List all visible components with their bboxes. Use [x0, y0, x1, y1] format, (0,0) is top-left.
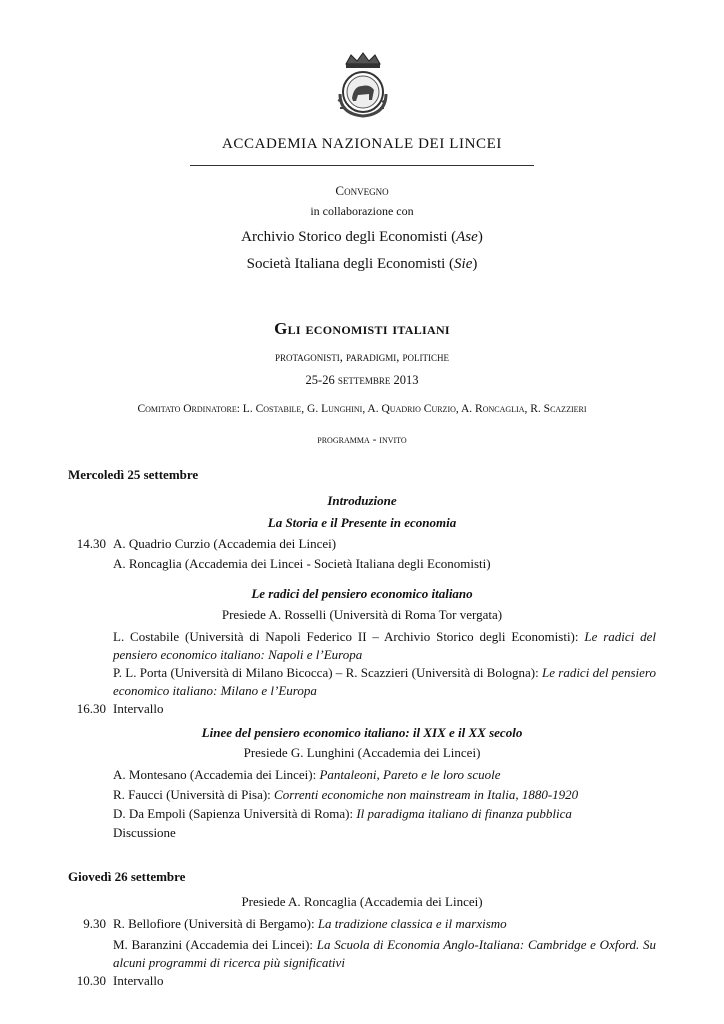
conference-dates: 25-26 settembre 2013	[305, 373, 419, 387]
session-3-chair: Presiede G. Lunghini (Accademia dei Lincei)	[243, 745, 481, 760]
time-0930: 9.30	[83, 916, 106, 931]
time-1430: 14.30	[76, 536, 106, 551]
talk-author: M. Baranzini (Accademia dei Lincei):	[113, 937, 317, 952]
talk-title: Pantaleoni, Pareto e le loro scuole	[319, 767, 501, 782]
break-label: Intervallo	[113, 973, 164, 988]
talk-item	[113, 664, 656, 699]
talk-item	[113, 915, 656, 933]
organization-ase: Archivio Storico degli Economisti (Ase)	[241, 229, 483, 245]
academy-crest-icon	[334, 50, 392, 120]
talk-author: L. Costabile (Università di Napoli Federico II – Archivio Storico degli Economisti):	[113, 629, 585, 644]
talk-item	[113, 766, 656, 784]
talk-author: D. Da Empoli (Sapienza Università di Roma):	[113, 806, 357, 821]
talk-title: La Scuola di Economia Anglo-Italiana: Cambridge e Oxford. Su alcuni programmi di ricerca più significativi	[113, 937, 656, 970]
day-2-heading: Giovedì 26 settembre	[68, 869, 186, 884]
talk-item	[113, 805, 656, 823]
collaboration-label: in collaborazione con	[310, 204, 414, 218]
talk-item	[113, 628, 656, 663]
conference-subtitle: protagonisti, paradigmi, politiche	[275, 350, 449, 364]
discussion-label: Discussione	[113, 825, 176, 840]
session-3-title: Linee del pensiero economico italiano: il XIX e il XX secolo	[201, 725, 523, 740]
session-intro-subtitle: La Storia e il Presente in economia	[267, 515, 457, 530]
convegno-label: Convegno	[335, 183, 389, 198]
speaker-line: A. Roncaglia (Accademia dei Lincei - Società Italiana degli Economisti)	[113, 556, 491, 571]
talk-title: La tradizione classica e il marxismo	[317, 916, 507, 931]
talk-author: P. L. Porta (Università di Milano Bicocca) – R. Scazzieri (Università di Bologna):	[113, 665, 542, 680]
break-label: Intervallo	[113, 701, 164, 716]
talk-author: A. Montesano (Accademia dei Lincei):	[113, 767, 320, 782]
talk-author: R. Bellofiore (Università di Bergamo):	[113, 916, 318, 931]
academy-name: ACCADEMIA NAZIONALE DEI LINCEI	[221, 136, 503, 152]
day-1-heading: Mercoledì 25 settembre	[68, 467, 199, 482]
header-divider	[190, 165, 534, 166]
day-2-chair: Presiede A. Roncaglia (Accademia dei Lincei)	[241, 894, 483, 909]
talk-title: Il paradigma italiano di finanza pubblica	[356, 806, 572, 821]
time-1030: 10.30	[76, 973, 106, 988]
time-1630: 16.30	[76, 701, 106, 716]
organization-sie: Società Italiana degli Economisti (Sie)	[246, 256, 478, 272]
session-intro-title: Introduzione	[327, 493, 397, 508]
talk-author: R. Faucci (Università di Pisa):	[113, 787, 275, 802]
talk-title: Le radici del pensiero economico italiano: Milano e l’Europa	[113, 665, 656, 698]
organizing-committee: Comitato Ordinatore: L. Costabile, G. Lunghini, A. Quadrio Curzio, A. Roncaglia, R. Scazzieri	[137, 403, 587, 415]
session-2-chair: Presiede A. Rosselli (Università di Roma Tor vergata)	[221, 607, 503, 622]
talk-title: Correnti economiche non mainstream in Italia, 1880-1920	[274, 787, 579, 802]
speaker-line: A. Quadrio Curzio (Accademia dei Lincei)	[113, 536, 337, 551]
session-2-title: Le radici del pensiero economico italiano	[251, 586, 473, 601]
talk-item	[113, 786, 656, 804]
program-label: programma - invito	[317, 434, 407, 446]
talk-title: Le radici del pensiero economico italiano: Napoli e l’Europa	[113, 629, 657, 662]
conference-title: Gli economisti italiani	[274, 319, 450, 338]
talk-item	[113, 936, 656, 971]
